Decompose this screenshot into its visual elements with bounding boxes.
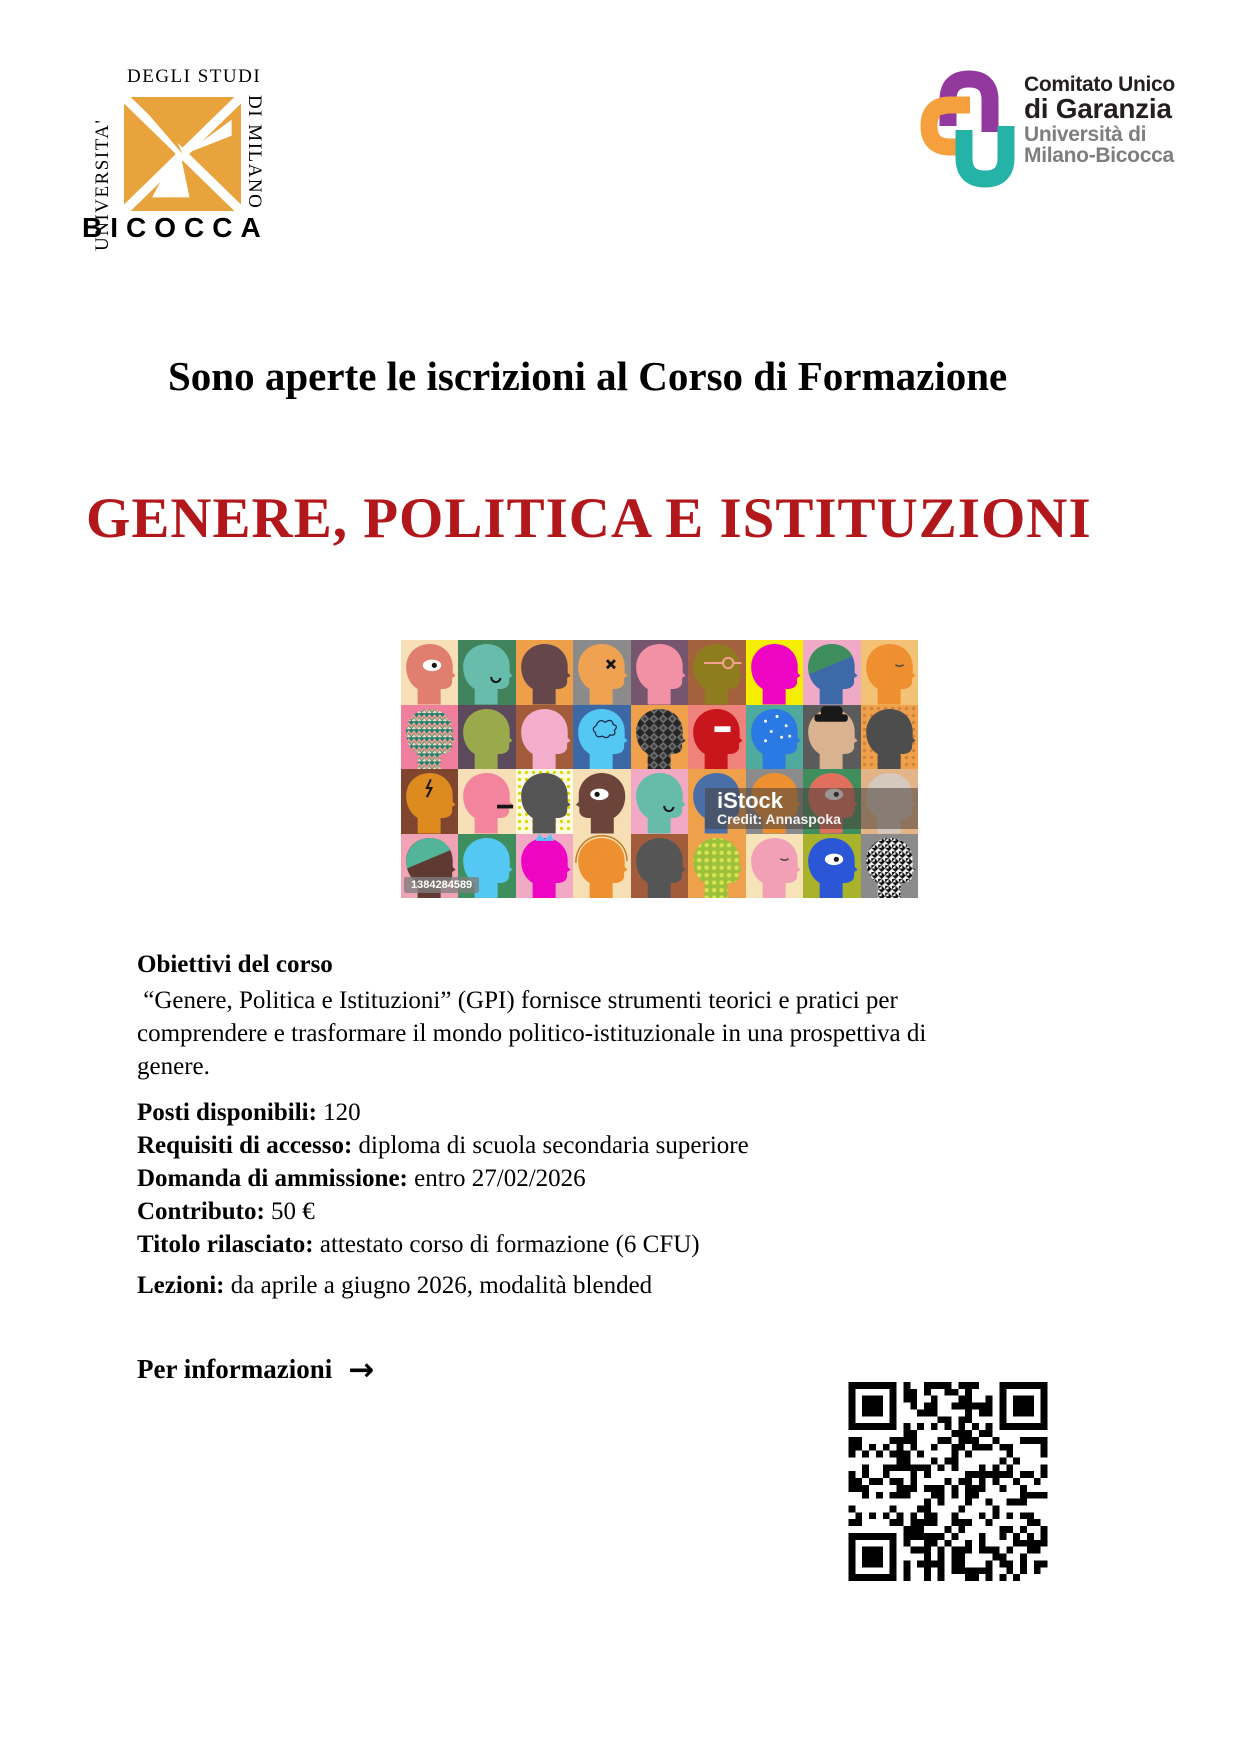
istock-watermark-brand: iStock [717,788,784,813]
lessons-line [137,1272,652,1300]
head-tile [401,640,458,705]
detail-row [137,1096,749,1129]
bicocca-emblem-icon [124,97,241,211]
head-tile [631,834,688,899]
heads-grid [401,640,918,898]
head-tile [573,834,630,899]
university-logo [80,55,275,250]
detail-value: attestato corso di formazione (6 CFU) [313,1231,700,1258]
detail-value: 120 [316,1099,361,1126]
head-tile [401,705,458,770]
head-tile [803,640,860,705]
head-tile [688,834,745,899]
cug-logo [918,66,1188,201]
info-label: Per informazioni [137,1354,333,1384]
detail-value: 50 € [264,1198,315,1225]
cug-emblem-icon [918,66,1018,192]
university-logo-wordmark: BICOCCA [82,212,269,243]
lessons-value: da aprile a giugno 2026, modalità blended [224,1272,653,1299]
head-tile [631,769,688,834]
detail-row [137,1129,749,1162]
detail-label: Titolo rilasciato: [137,1231,314,1258]
head-tile [573,640,630,705]
head-tile [746,640,803,705]
objectives-heading: Obiettivi del corso [137,951,333,978]
course-title: GENERE, POLITICA E ISTITUZIONI [86,487,1092,550]
intro-title: Sono aperte le iscrizioni al Corso di Formazione [168,353,1008,399]
head-tile [861,834,918,899]
detail-label: Contributo: [137,1198,265,1225]
detail-row [137,1195,749,1228]
head-tile [573,769,630,834]
head-tile [516,640,573,705]
cug-line2: di Garanzia [1024,93,1172,125]
head-tile [688,640,745,705]
head-tile [746,834,803,899]
detail-row [137,1228,749,1261]
detail-row [137,1162,749,1195]
head-tile [401,769,458,834]
cug-line1: Comitato Unico [1024,73,1175,96]
head-tile [803,834,860,899]
head-tile [458,640,515,705]
head-tile [516,769,573,834]
head-tile [458,769,515,834]
university-logo-right-text: DI MILANO [244,95,265,210]
head-tile [516,705,573,770]
detail-value: diploma di scuola secondaria superiore [352,1132,749,1159]
head-tile [861,640,918,705]
detail-label: Domanda di ammissione: [137,1165,408,1192]
cug-line3: Università di [1024,122,1147,146]
detail-label: Requisiti di accesso: [137,1132,353,1159]
head-tile [803,705,860,770]
detail-label: Posti disponibili: [137,1099,317,1126]
istock-watermark [705,788,918,829]
head-tile [516,834,573,899]
objectives-body: “Genere, Politica e Istituzioni” (GPI) fornisce strumenti teorici e pratici per comprendere e trasformare il mondo politico-istituzionale in una prospettiva di genere. [137,987,933,1080]
qr-code [845,1382,1051,1581]
head-tile [458,705,515,770]
course-details [137,1096,749,1261]
head-tile [631,705,688,770]
head-tile [688,705,745,770]
lessons-label: Lezioni: [137,1272,225,1299]
university-logo-top-text: DEGLI STUDI [127,66,262,87]
head-tile [631,640,688,705]
head-tile [746,705,803,770]
istock-watermark-credit: Credit: Annaspoka [717,811,841,827]
info-line [137,1352,374,1388]
head-tile [861,705,918,770]
head-tile [573,705,630,770]
cug-logo-text [1024,74,1175,167]
detail-value: entro 27/02/2026 [407,1165,586,1192]
hero-image [401,640,918,898]
image-id-badge: 1384284589 [404,877,479,893]
cug-line4: Milano-Bicocca [1024,144,1174,168]
university-logo-left-text: UNIVERSITA' [92,118,113,251]
right-arrow-icon: → [348,1352,375,1388]
